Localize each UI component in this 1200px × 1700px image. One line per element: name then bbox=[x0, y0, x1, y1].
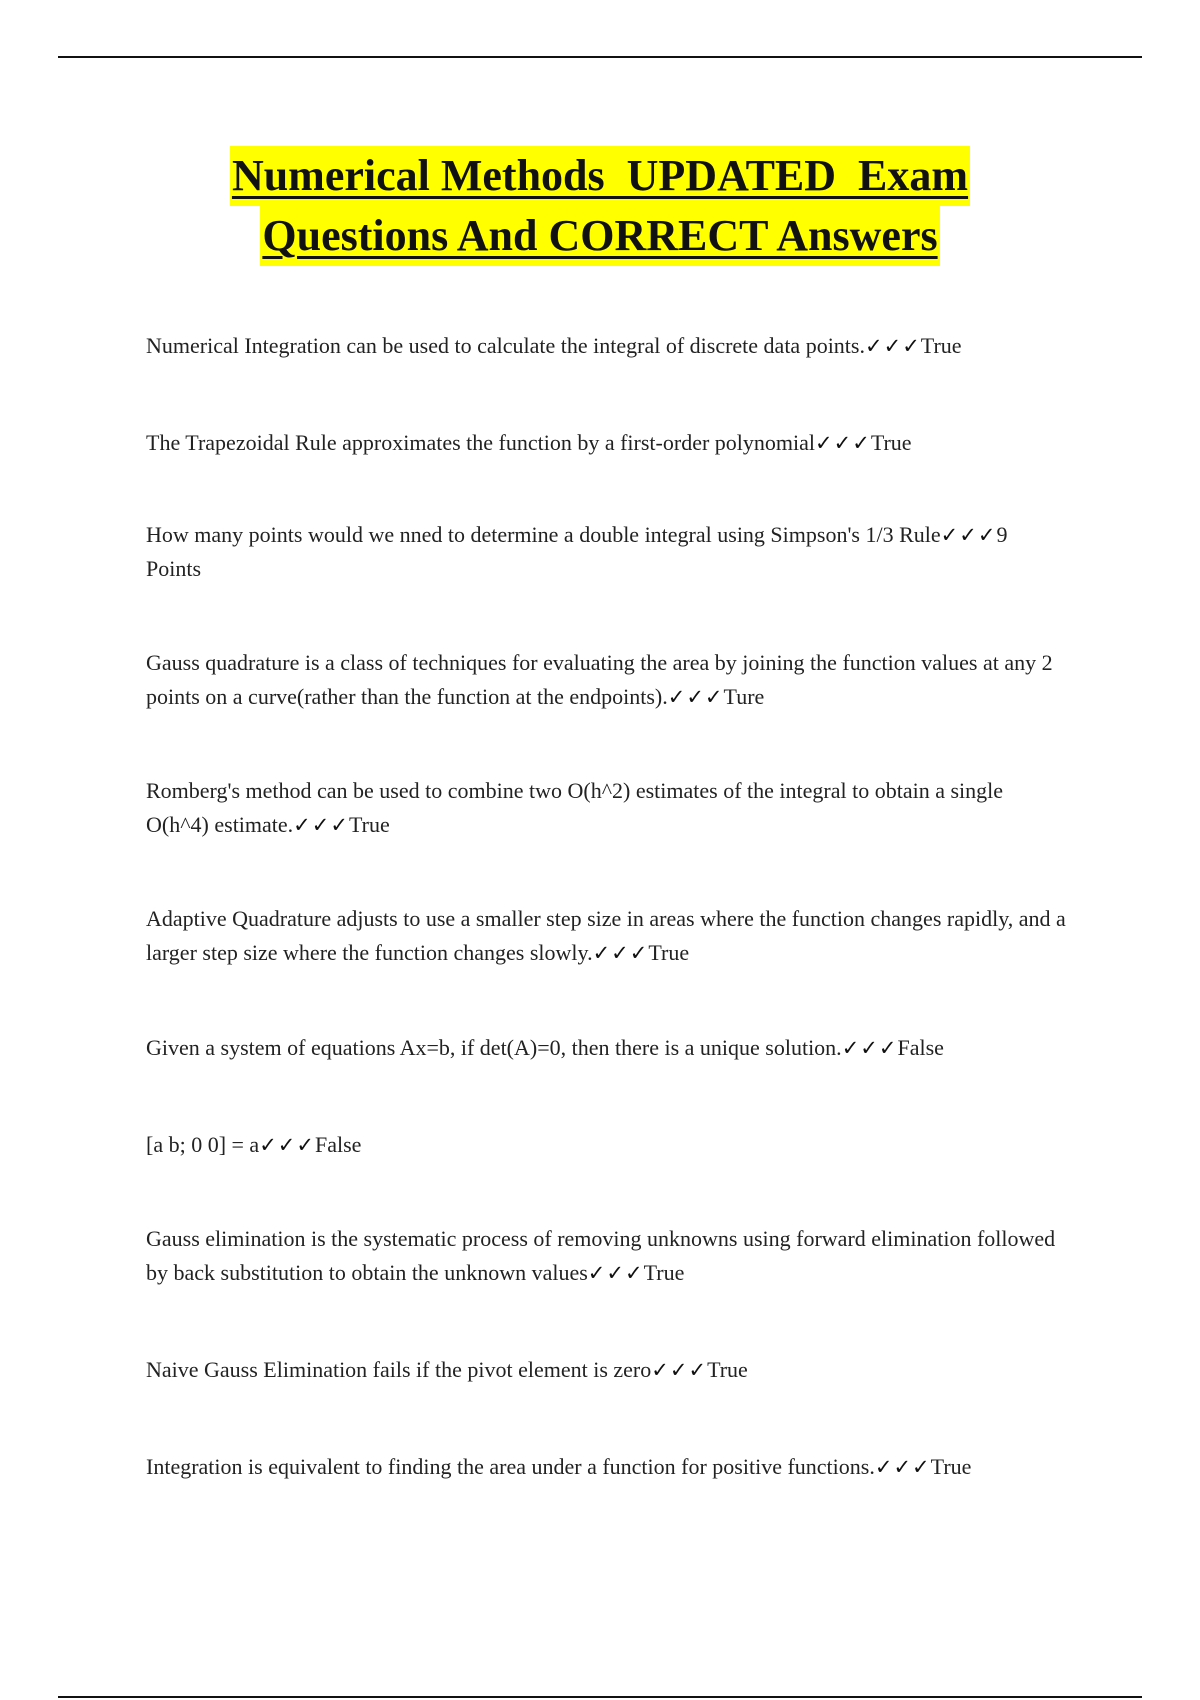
qa-item bbox=[146, 1031, 1066, 1065]
qa-item bbox=[146, 329, 1066, 363]
check-marks: ✓✓✓ bbox=[874, 1455, 931, 1479]
answer-text: True bbox=[930, 1454, 972, 1479]
answer-text: Ture bbox=[723, 684, 765, 709]
answer-text: True bbox=[643, 1260, 685, 1285]
title-line-1: Numerical Methods UPDATED Exam bbox=[230, 146, 970, 206]
qa-item bbox=[146, 646, 1066, 714]
question-text: Numerical Integration can be used to calculate the integral of discrete data points. bbox=[146, 333, 865, 358]
question-text: The Trapezoidal Rule approximates the function by a first-order polynomial bbox=[146, 430, 816, 455]
top-divider bbox=[58, 56, 1142, 58]
answer-text: 9 Points bbox=[146, 522, 1008, 581]
check-marks: ✓✓✓ bbox=[940, 523, 997, 547]
qa-item bbox=[146, 1450, 1066, 1484]
qa-item bbox=[146, 1353, 1066, 1387]
answer-text: True bbox=[348, 812, 390, 837]
question-text: Given a system of equations Ax=b, if det(A)=0, then there is a unique solution. bbox=[146, 1035, 842, 1060]
check-marks: ✓✓✓ bbox=[841, 1036, 898, 1060]
question-text: Adaptive Quadrature adjusts to use a smaller step size in areas where the function changes rapidly, and a larger step size where the function changes slowly. bbox=[146, 906, 1066, 965]
answer-text: True bbox=[648, 940, 690, 965]
question-text: Naive Gauss Elimination fails if the pivot element is zero bbox=[146, 1357, 652, 1382]
question-text: Gauss quadrature is a class of techniques for evaluating the area by joining the function values at any 2 points on a curve(rather than the function at the endpoints). bbox=[146, 650, 1053, 709]
answer-text: True bbox=[920, 333, 962, 358]
answer-text: False bbox=[315, 1132, 362, 1157]
qa-item bbox=[146, 518, 1066, 586]
check-marks: ✓✓✓ bbox=[587, 1261, 644, 1285]
check-marks: ✓✓✓ bbox=[815, 431, 871, 455]
question-text: [a b; 0 0] = a bbox=[146, 1132, 260, 1157]
question-text: Romberg's method can be used to combine two O(h^2) estimates of the integral to obtain a single O(h^4) estimate. bbox=[146, 778, 1004, 837]
qa-item bbox=[146, 426, 1066, 460]
qa-item bbox=[146, 902, 1066, 970]
answer-text: True bbox=[870, 430, 912, 455]
check-marks: ✓✓✓ bbox=[667, 685, 724, 709]
check-marks: ✓✓✓ bbox=[651, 1358, 708, 1382]
question-text: Gauss elimination is the systematic process of removing unknowns using forward elimination followed by back substitution to obtain the unknown values bbox=[146, 1226, 1056, 1285]
check-marks: ✓✓✓ bbox=[293, 813, 349, 837]
document-title bbox=[0, 146, 1200, 266]
qa-item bbox=[146, 1222, 1066, 1290]
answer-text: True bbox=[707, 1357, 748, 1382]
check-marks: ✓✓✓ bbox=[865, 334, 921, 358]
check-marks: ✓✓✓ bbox=[592, 941, 649, 965]
question-text: Integration is equivalent to finding the area under a function for positive functions. bbox=[146, 1454, 875, 1479]
bottom-divider bbox=[58, 1696, 1142, 1698]
title-line-2: Questions And CORRECT Answers bbox=[260, 206, 939, 266]
answer-text: False bbox=[897, 1035, 944, 1060]
qa-item bbox=[146, 774, 1066, 842]
question-text: How many points would we nned to determine a double integral using Simpson's 1/3 Rule bbox=[146, 522, 941, 547]
check-marks: ✓✓✓ bbox=[259, 1133, 315, 1157]
qa-item bbox=[146, 1128, 1066, 1162]
